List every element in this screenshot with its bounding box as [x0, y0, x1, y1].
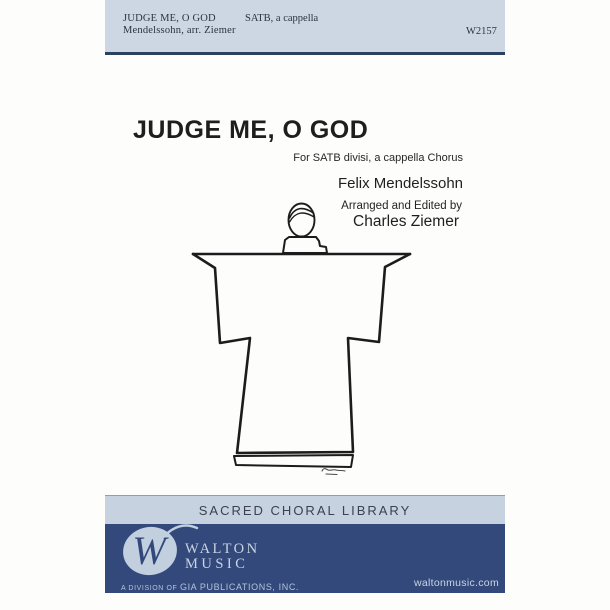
figure-hem-band	[234, 455, 353, 467]
header-work-subtitle: Mendelssohn, arr. Ziemer	[123, 24, 236, 36]
header-work-title: JUDGE ME, O GOD	[123, 13, 216, 24]
header-catalog-number: W2157	[466, 26, 497, 37]
publisher-website: waltonmusic.com	[413, 577, 499, 589]
division-credit	[121, 577, 299, 595]
brand-name-walton: WALTON	[185, 541, 260, 557]
header-work-info	[123, 13, 236, 36]
brand-name-music: MUSIC	[185, 556, 249, 572]
scoring-line: For SATB divisi, a cappella Chorus	[293, 152, 463, 164]
figure-robe-outline	[193, 254, 410, 453]
signature-scribble	[322, 469, 345, 475]
division-name: GIA PUBLICATIONS, INC.	[179, 582, 300, 592]
choir-robe-figure-illustration	[170, 195, 420, 485]
publisher-footer	[105, 524, 505, 593]
series-bar	[105, 495, 505, 524]
arranger-name: Charles Ziemer	[353, 213, 459, 230]
series-label: SACRED CHORAL LIBRARY	[198, 502, 412, 518]
division-prefix: A DIVISION OF	[121, 585, 180, 592]
figure-collar	[283, 237, 327, 253]
page-title: JUDGE ME, O GOD	[133, 116, 369, 144]
logo-monogram-letter: W	[132, 528, 166, 573]
composer-name: Felix Mendelssohn	[337, 175, 463, 192]
header-voicing: SATB, a cappella	[245, 13, 319, 24]
arranger-credit-line: Arranged and Edited by	[341, 200, 462, 212]
header-divider-rule	[105, 52, 505, 55]
